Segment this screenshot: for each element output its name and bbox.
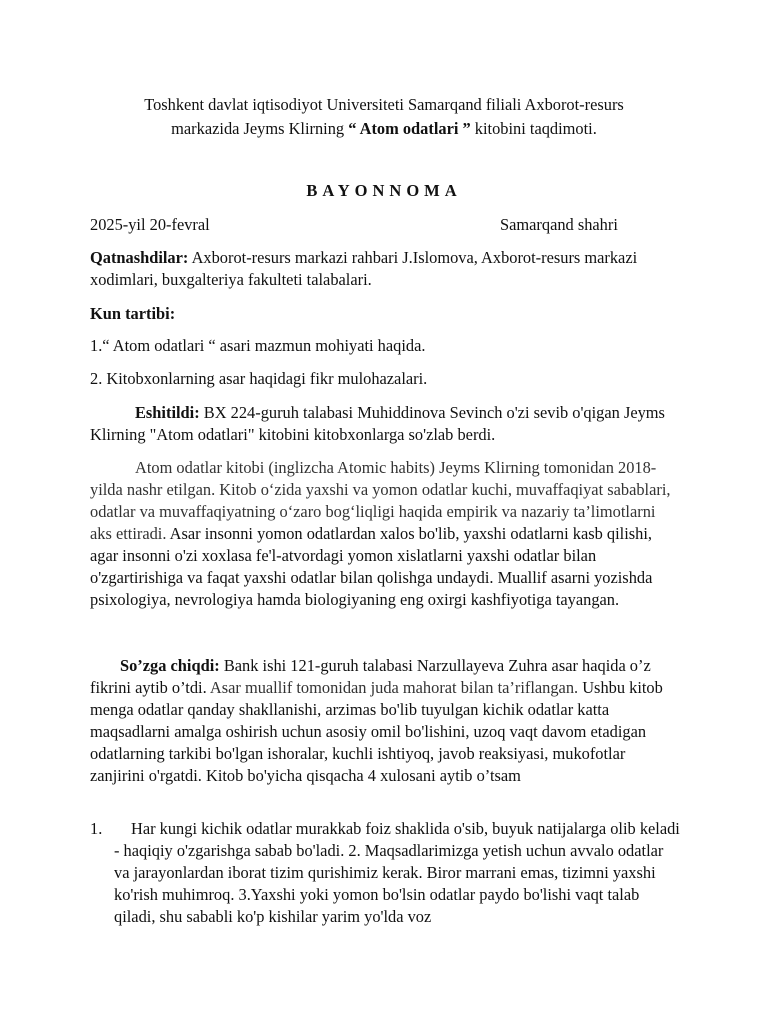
list-item-text-block [114, 818, 680, 928]
heard-text: BX 224-guruh talabasi Muhiddinova Sevinch o'zi sevib o'qigan Jeyms Klirning "Atom odatlari" kitobini kitobxonlarga so'zlab berdi. [90, 403, 665, 444]
conclusions-list [90, 818, 680, 928]
heard-label: Eshitildi: [135, 403, 200, 422]
speech-paragraph [90, 655, 680, 787]
document-date: 2025-yil 20-fevral [90, 215, 210, 234]
header-line-2-end: kitobini taqdimoti. [470, 119, 597, 138]
speech-label: So’zga chiqdi: [120, 656, 220, 675]
header-line-2-start: markazida Jeyms Klirning [171, 119, 349, 138]
participants-text: Axborot-resurs markazi rahbari J.Islomova, Axborot-resurs markazi xodimlari, buxgalteriya fakulteti talabalari. [90, 248, 638, 289]
list-item-number: 1. [90, 819, 103, 838]
header-line-2 [80, 117, 688, 141]
participants-label: Qatnashdilar: [90, 248, 189, 267]
book-description-part-1: Atom odatlar kitobi (inglizcha Atomic habits) Jeyms Klirning tomonidan 2018-yilda nashr etilgan. Kitob o‘zida yaxshi va yomon odatlar kuchi, muvaffaqiyat sabablari, odatlar va muvaffaqiyatning o‘zaro bog‘liqligi haqida empirik va nazariy ta’limotlarni aks ettiradi. [90, 458, 671, 543]
speech-text-2: Asar muallif tomonidan juda mahorat bilan ta’riflangan. [206, 678, 579, 697]
document-title: BAYONNOMA [306, 181, 462, 200]
speech-text-3: Ushbu kitob menga odatlar qanday shakllanishi, arzimas bo'lib tuyulgan kichik odatlar katta maqsadlarni amalga oshirish uchun asosiy omil bo'lishini, uzoq vaqt davom etadigan odatlarning tarkibi bo'lgan ishoralar, kuchli ishtiyoq, javob reaksiyasi, mukofotlar zanjirini o'rgatdi. Kitob bo'yicha qisqacha 4 xulosani aytib o’tsam [90, 678, 663, 785]
agenda-item-1: 1.“ Atom odatlari “ asari mazmun mohiyati haqida. [90, 336, 426, 355]
list-item-text: Har kungi kichik odatlar murakkab foiz shaklida o'sib, buyuk natijalarga olib keladi - haqiqiy o'zgarishga sabab bo'ladi. 2. Maqsadlarimizga yetish uchun avvalo odatlar va jarayonlardan iborat tizim qurishimiz kerak. Biror marrani emas, tizimni yaxshi ko'rish muhimroq. 3.Yaxshi yoki yomon bo'lsin odatlar paydo bo'lishi vaqt talab qiladi, shu sababli ko'p kishilar yarim yo'lda voz [114, 819, 680, 926]
heard-paragraph [90, 402, 680, 446]
header-line-1: Toshkent davlat iqtisodiyot Universiteti Samarqand filiali Axborot-resurs [144, 95, 624, 114]
agenda-label: Kun tartibi: [90, 304, 176, 323]
book-description-part-2: Asar insonni yomon odatlardan xalos bo'lib, yaxshi odatlarni kasb qilishi, agar insonni o'zi xoxlasa fe'l-atvordagi yomon xislatlarni yaxshi odatlar bilan o'zgartirishiga va faqat yaxshi odatlar bilan qolishga undaydi. Muallif asarni yozishda psixologiya, nevrologiya hamda biologiyaning eng oxirgi kashfiyotiga tayangan. [90, 524, 653, 609]
speech-text-1: Bank ishi 121-guruh talabasi Narzullayeva Zuhra asar haqida o’z fikrini aytib o’tdi. [90, 656, 651, 697]
book-description-paragraph [90, 457, 680, 611]
document-header [80, 93, 688, 141]
book-title: “ Atom odatlari ” [348, 119, 471, 138]
document-city: Samarqand shahri [500, 215, 618, 234]
participants-paragraph [90, 247, 680, 291]
agenda-heading [90, 303, 680, 325]
agenda-item-2: 2. Kitobxonlarning asar haqidagi fikr mulohazalari. [90, 369, 428, 388]
